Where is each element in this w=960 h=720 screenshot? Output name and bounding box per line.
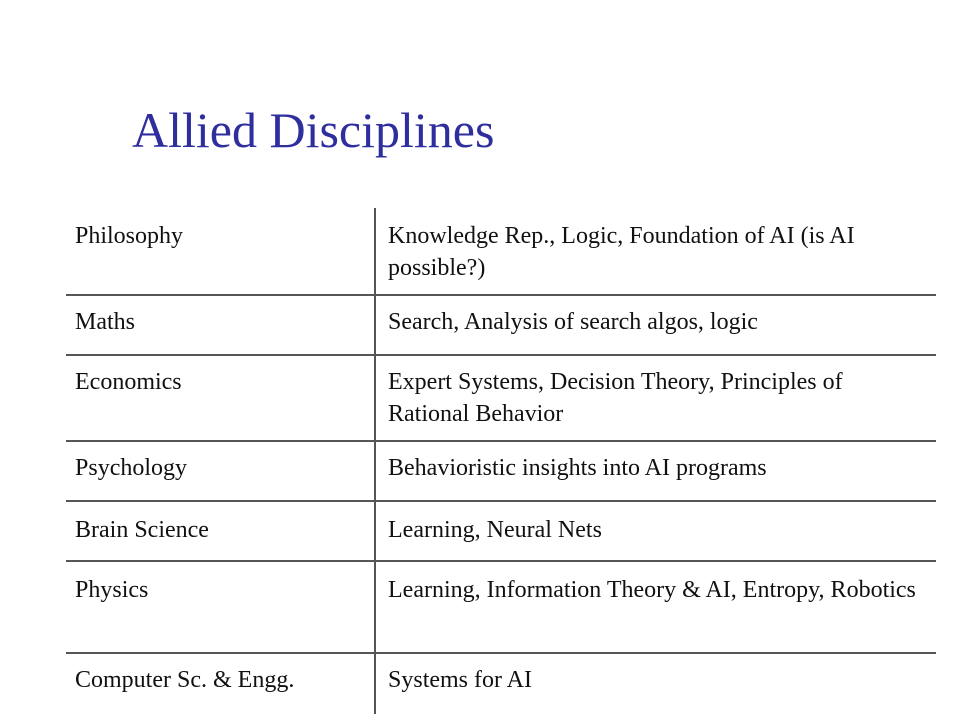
- discipline-cell: Physics: [75, 577, 149, 603]
- column-divider: [374, 208, 376, 714]
- row-divider: [66, 652, 936, 654]
- topics-cell: Behavioristic insights into AI programs: [388, 455, 767, 481]
- topics-cell: Search, Analysis of search algos, logic: [388, 309, 758, 335]
- row-divider: [66, 500, 936, 502]
- topics-cell: Expert Systems, Decision Theory, Principles of Rational Behavior: [388, 369, 843, 427]
- row-divider: [66, 294, 936, 296]
- topics-cell: Systems for AI: [388, 667, 532, 693]
- discipline-cell: Brain Science: [75, 517, 209, 543]
- topics-cell: Learning, Information Theory & AI, Entropy, Robotics: [388, 577, 916, 603]
- topics-cell: Learning, Neural Nets: [388, 517, 602, 543]
- row-divider: [66, 440, 936, 442]
- topics-cell: Knowledge Rep., Logic, Foundation of AI (is AI possible?): [388, 223, 855, 281]
- discipline-cell: Psychology: [75, 455, 188, 481]
- discipline-cell: Maths: [75, 309, 135, 335]
- slide-title: Allied Disciplines: [132, 102, 495, 158]
- discipline-cell: Philosophy: [75, 223, 184, 249]
- discipline-cell: Economics: [75, 369, 182, 395]
- row-divider: [66, 354, 936, 356]
- row-divider: [66, 560, 936, 562]
- disciplines-table: [66, 208, 936, 714]
- discipline-cell: Computer Sc. & Engg.: [75, 667, 295, 693]
